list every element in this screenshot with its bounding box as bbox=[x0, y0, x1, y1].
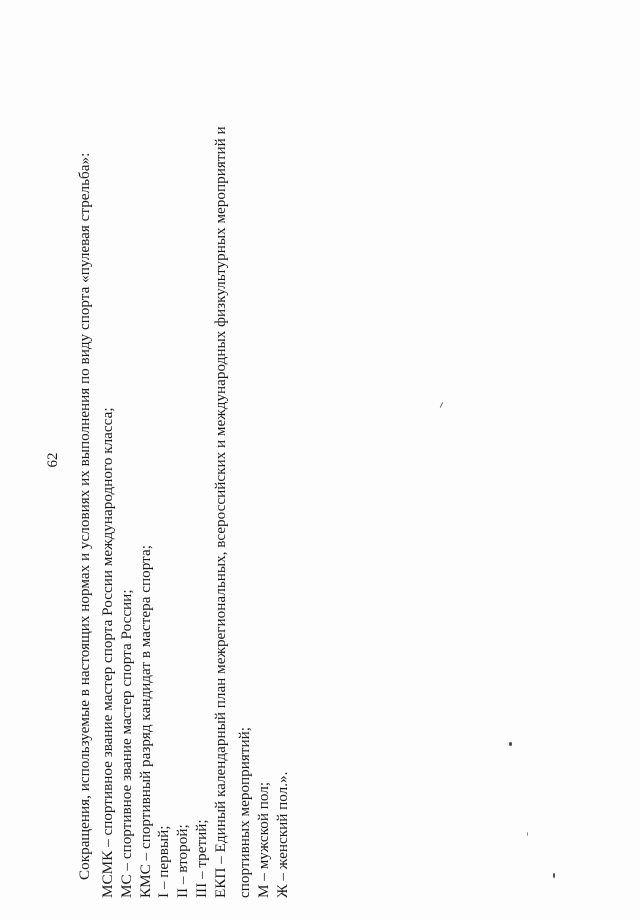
abbreviation-line: II – второй; bbox=[174, 824, 191, 898]
abbreviation-line: МСМК – спортивное звание мастер спорта России международного класса; bbox=[99, 407, 116, 898]
abbreviation-line: М – мужской пол; bbox=[255, 781, 272, 898]
abbreviation-line: МС – спортивное звание мастер спорта России; bbox=[118, 589, 135, 898]
abbreviation-line: КМС – спортивный разряд кандидат в мастера спорта; bbox=[137, 545, 154, 898]
abbreviation-line: Ж – женский пол.». bbox=[274, 771, 291, 898]
abbreviation-line: ЕКП – Единый календарный план межрегиональных, всероссийских и международных физкультурных мероприятий и bbox=[212, 126, 229, 898]
abbreviation-line: спортивных мероприятий; bbox=[236, 726, 253, 898]
scan-speck bbox=[553, 873, 555, 878]
abbreviation-line: I – первый; bbox=[155, 825, 172, 898]
abbreviations-intro: Сокращения, используемые в настоящих нормах и условиях их выполнения по виду спорта «пулевая стрельба»: bbox=[76, 152, 93, 880]
scan-speck bbox=[527, 832, 528, 836]
scan-speck bbox=[509, 742, 512, 746]
page-number: 62 bbox=[45, 452, 61, 468]
abbreviation-line: III – третий; bbox=[193, 819, 210, 898]
